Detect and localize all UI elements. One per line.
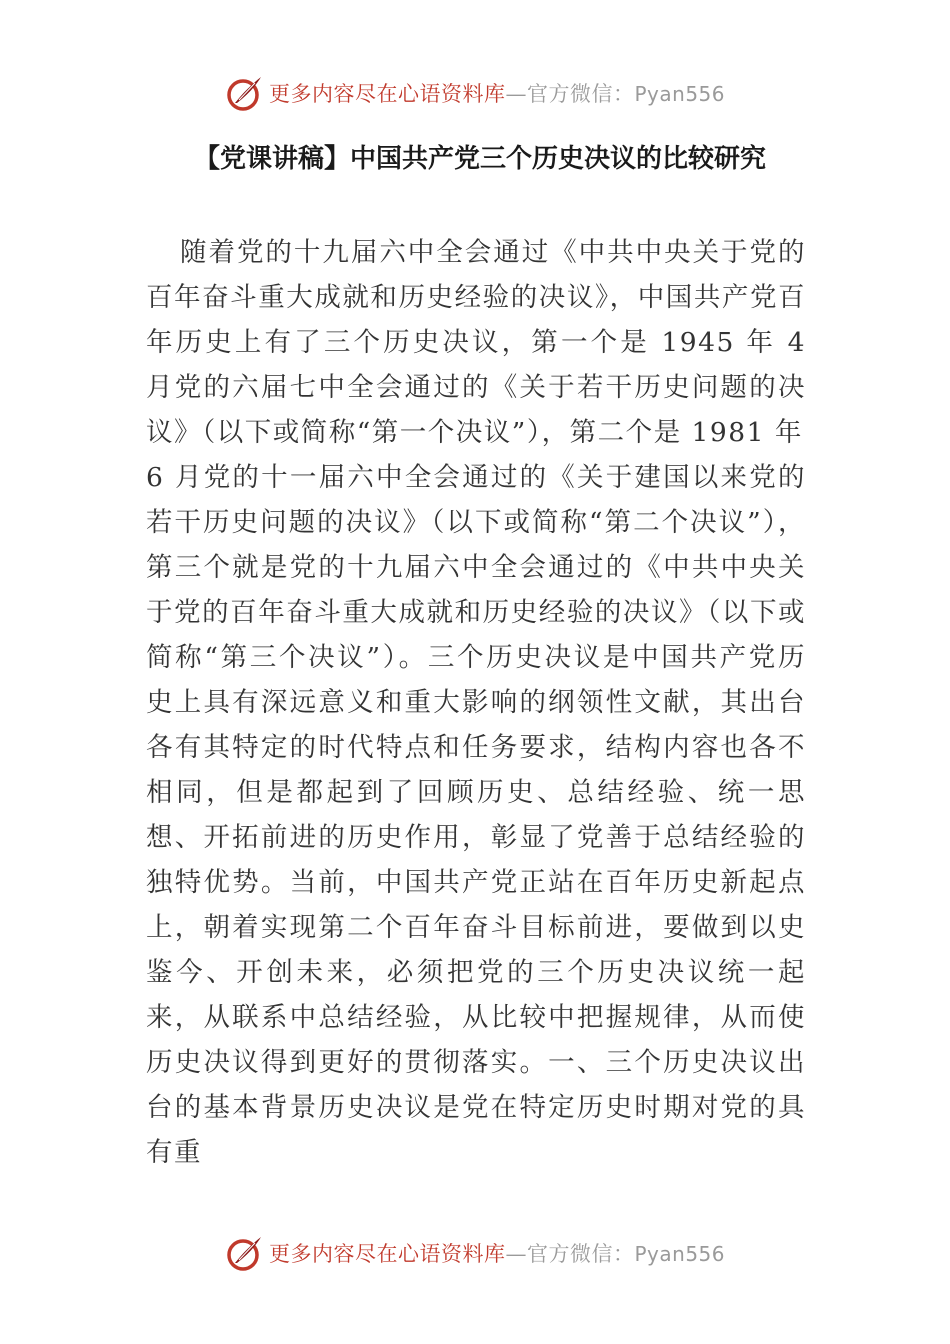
watermark-wechat-id: Pyan556 [634,1242,725,1266]
watermark-wechat-label: 官方微信： [526,1242,635,1266]
quill-logo-icon [225,73,265,113]
paragraph-1: 随着党的十九届六中全会通过《中共中央关于党的百年奋斗重大成就和历史经验的决议》，中国共产党百年历史上有了三个历史决议，第一个是 1945 年 4 月党的六届七中全会通过的《关于若干历史问题的决议》（以下或简称“第一个决议”），第二个是 1981 年 [146,237,806,448]
header-watermark [0,71,950,115]
watermark-site-text: 更多内容尽在心语资料库 [268,82,506,106]
watermark-wechat-label: 官方微信： [526,82,635,106]
watermark-wechat-id: Pyan556 [634,82,725,106]
watermark-text [269,1238,725,1268]
quill-logo-icon [225,1233,265,1273]
watermark-dash: — [505,82,527,106]
footer-watermark [0,1231,950,1275]
document-body [146,230,806,1175]
watermark-text [269,78,725,108]
watermark-dash: — [505,1242,527,1266]
page-title: 【党课讲稿】中国共产党三个历史决议的比较研究 [193,144,766,174]
watermark-site-text: 更多内容尽在心语资料库 [268,1242,506,1266]
paragraph-2: 6 月党的十一届六中全会通过的《关于建国以来党的若干历史问题的决议》（以下或简称“第二个决议”），第三个就是党的十九届六中全会通过的《中共中央关于党的百年奋斗重大成就和历史经验的决议》（以下或简称“第三个决议”）。三个历史决议是中国共产党历史上具有深远意义和重大影响的纲领性文献，其出台各有其特定的时代特点和任务要求，结构内容也各不相同，但是都起到了回顾历史、总结经验、统一思想、开拓前进的历史作用，彰显了党善于总结经验的独特优势。当前，中国共产党正站在百年历史新起点上，朝着实现第二个百年奋斗目标前进，要做到以史鉴今、开创未来，必须把党的三个历史决议统一起来，从联系中总结经验，从比较中把握规律，从而使历史决议得到更好的贯彻落实。一、三个历史决议出台的基本背景历史决议是党在特定历史时期对党的具有重 [146,462,806,1168]
